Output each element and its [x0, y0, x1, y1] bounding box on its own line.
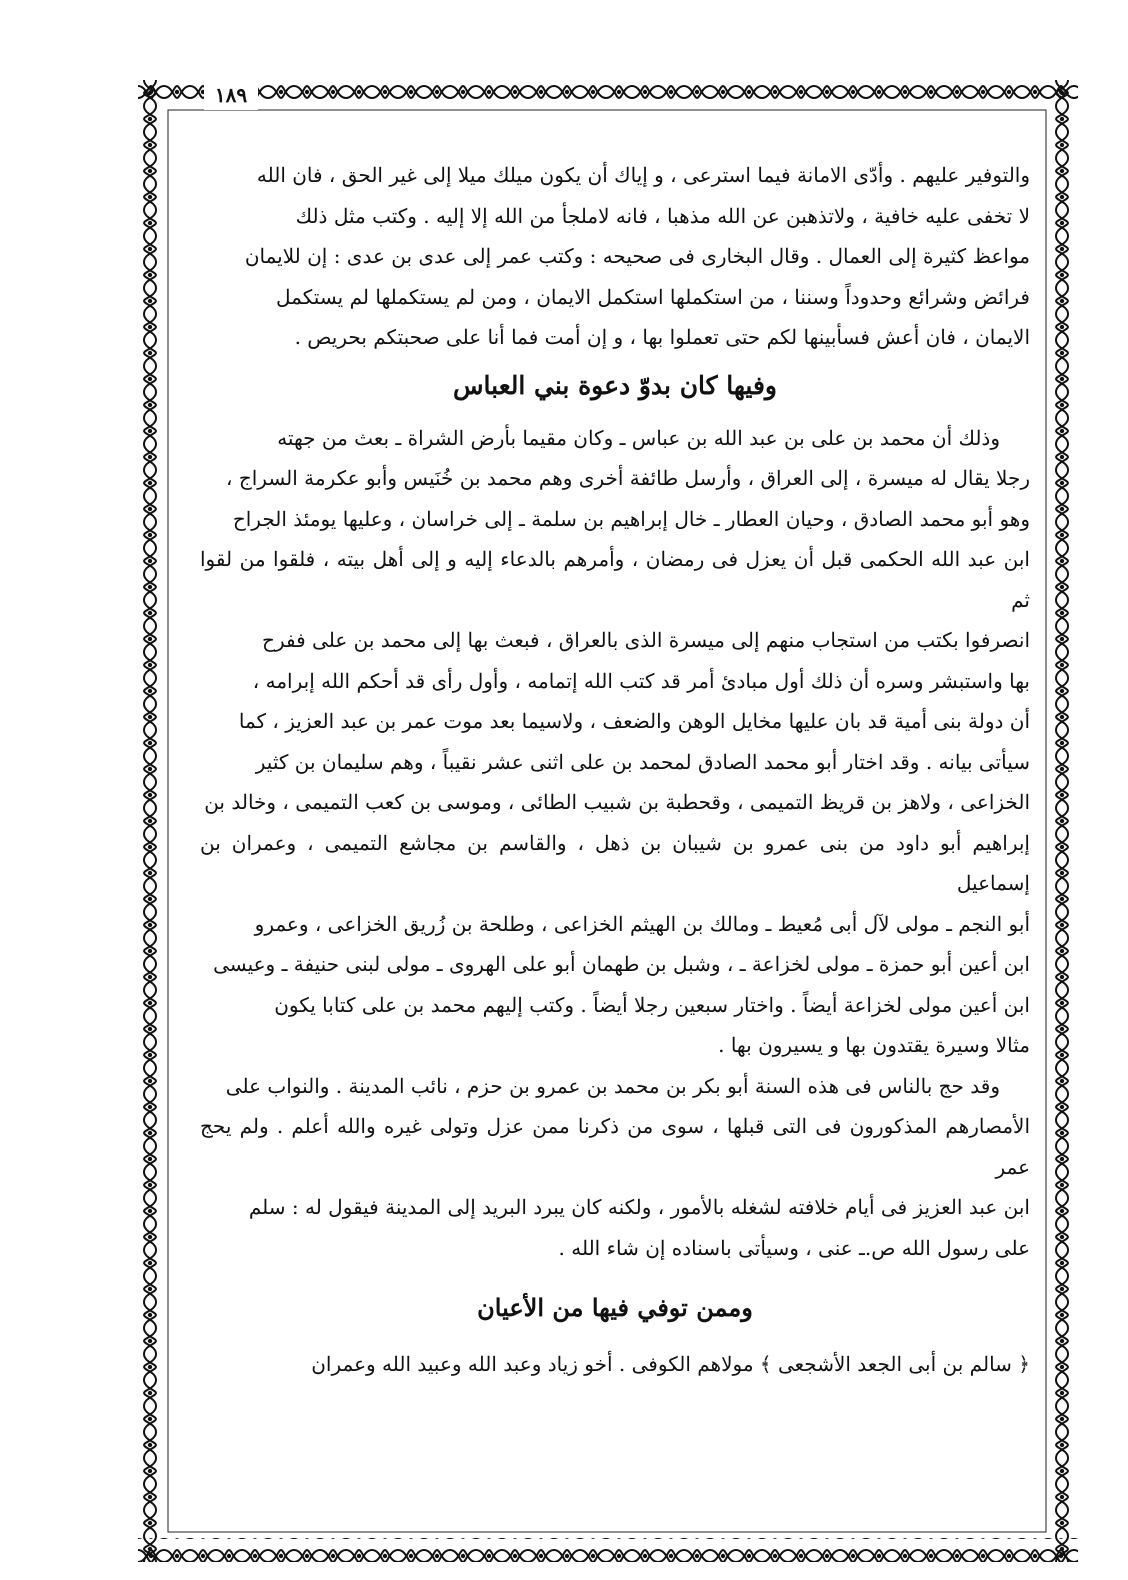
text-line: أن دولة بنى أمية قد بان عليها مخايل الوهن والضعف ، ولاسيما بعد موت عمر بن عبد العزيز ، كما [238, 709, 1030, 733]
paragraph-hajj [200, 1066, 1030, 1269]
text-line: مثالا وسيرة يقتدون بها و يسيرون بها . [718, 1033, 1030, 1057]
text-line: ابن أعين مولى لخزاعة أيضاً . واختار سبعين رجلا أيضاً . وكتب إليهم محمد بن على كتابا يكون [274, 992, 1030, 1017]
text-line: انصرفوا بكتب من استجاب منهم إلى ميسرة الذى بالعراق ، فبعث بها إلى محمد بن على ففرح [262, 628, 1030, 652]
text-line: وقد حج بالناس فى هذه السنة أبو بكر بن محمد بن عمرو بن حزم ، نائب المدينة . والنواب على [225, 1073, 1000, 1098]
text-line: ابن أعين أبو حمزة ـ مولى لخزاعة ـ ، وشبل بن طهمان أبو على الهروى ـ مولى لبنى حنيفة ـ وعيسى [213, 952, 1030, 976]
text-line: على رسول الله ص.ـ عنى ، وسيأتى باسناده إن شاء الله . [558, 1235, 1030, 1260]
text-line: وهو أبو محمد الصادق ، وحيان العطار ـ خال إبراهيم بن سلمة ـ إلى خراسان ، وعليها يومئذ الجراح [232, 506, 1030, 531]
section-heading-abbasid-call: وفيها كان بدوّ دعوة بني العباس [453, 370, 777, 400]
section-heading-notables: وممن توفي فيها من الأعيان [477, 1293, 753, 1322]
text-line: أبو النجم ـ مولى لآل أبى مُعيط ـ ومالك بن الهيثم الخزاعى ، وطلحة بن زُريق الخزاعى ، وعمرو [254, 911, 1030, 936]
text-line: الأمصارهم المذكورون فى التى قبلها ، سوى من ذكرنا ممن عزل وتولى غيره والله أعلم . ولم يحج عمر [200, 1114, 1030, 1179]
text-line: فرائض وشرائع وحدوداً وسننا ، من استكملها استكمل الايمان ، ومن لم يستكملها لم يستكمل [276, 284, 1030, 309]
text-line: الخزاعى ، ولاهز بن قريظ التميمى ، وقحطبة بن شبيب الطائى ، وموسى بن كعب التميمى ، وخالد بن [204, 790, 1030, 814]
text-line: ابن عبد الله الحكمى قبل أن يعزل فى رمضان ، وأمرهم بالدعاء إليه و إلى أهل بيته ، فلقوا من لقوا ثم [200, 547, 1030, 612]
text-line: إبراهيم أبو داود من بنى عمرو بن شيبان بن ذهل ، والقاسم بن مجاشع التميمى ، وعمران بن إسماعيل [200, 830, 1030, 895]
paragraph-opening [200, 155, 1030, 358]
text-line: ﴿ سالم بن أبى الجعد الأشجعى ﴾ مولاهم الكوفى . أخو زياد وعبد الله وعبيد الله وعمران [311, 1352, 1030, 1376]
text-line: ابن عبد العزيز فى أيام خلافته لشغله بالأمور ، ولكنه كان يبرد البريد إلى المدينة فيقول له : سلم [248, 1195, 1030, 1219]
text-line: والتوفير عليهم . وأدّى الامانة فيما استرعى ، و إياك أن يكون ميلك ميلا إلى غير الحق ، فان الله [256, 163, 1030, 187]
page-text [200, 155, 1030, 1515]
paragraph-notables [200, 1344, 1030, 1385]
text-line: مواعظ كثيرة إلى العمال . وقال البخارى فى صحيحه : وكتب عمر إلى عدى بن عدى : إن للايمان [244, 244, 1030, 268]
text-line: وذلك أن محمد بن على بن عبد الله بن عباس ـ وكان مقيما بأرض الشراة ـ بعث من جهته [277, 425, 1000, 450]
text-line: لا تخفى عليه خافية ، ولاتذهبن عن الله مذهبا ، فانه لاملجأ من الله إلا إليه . وكتب مثل ذلك [295, 203, 1030, 228]
paragraph-abbasid-call [200, 418, 1030, 1066]
text-line: رجلا يقال له ميسرة ، إلى العراق ، وأرسل طائفة أخرى وهم محمد بن خُنَيس وأبو عكرمة السراج ، [226, 466, 1030, 490]
page-number: ١٨٩ [204, 80, 258, 110]
text-line: سيأتى بيانه . وقد اختار أبو محمد الصادق لمحمد بن على اثنى عشر نقيباً ، وهم سليمان بن كثير [255, 749, 1030, 774]
text-line: الايمان ، فان أعش فسأبينها لكم حتى تعملوا بها ، و إن أمت فما أنا على صحبتكم بحريص . [294, 325, 1030, 349]
text-line: بها واستبشر وسره أن ذلك أول مبادئ أمر قد كتب الله إتمامه ، وأول رأى قد أحكم الله إبرامه ، [252, 668, 1030, 693]
